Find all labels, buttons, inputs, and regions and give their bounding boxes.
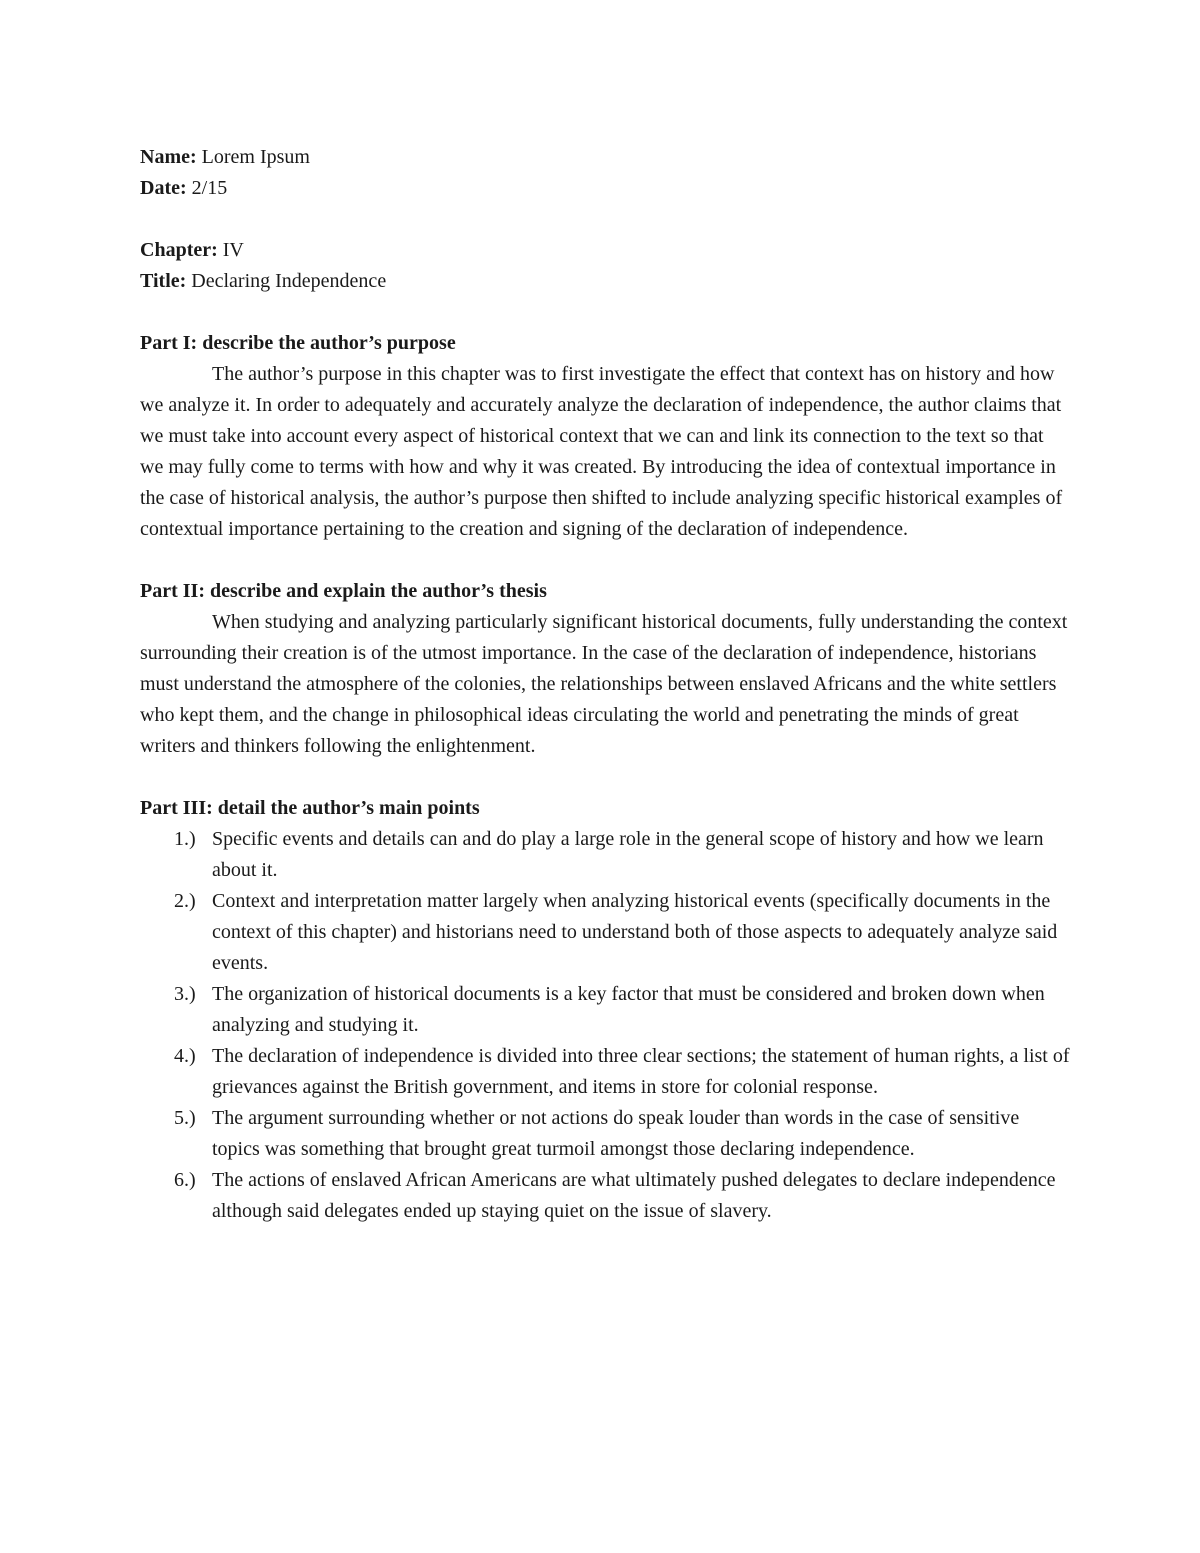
- name-value: Lorem Ipsum: [201, 146, 310, 168]
- part2-heading: Part II: describe and explain the author’s thesis: [140, 580, 547, 602]
- date-value: 2/15: [191, 177, 228, 199]
- part1-body: The author’s purpose in this chapter was to first investigate the effect that context has on history and how we analyze it. In order to adequately and accurately analyze the declaration of independence, the author claims that we must take into account every aspect of historical context that we can and link its connection to the text so that we may fully come to terms with how and why it was created. By introducing the idea of contextual importance in the case of historical analysis, the author’s purpose then shifted to include analyzing specific historical examples of contextual importance pertaining to the creation and signing of the declaration of independence.: [140, 363, 1063, 540]
- part3-heading: Part III: detail the author’s main points: [140, 797, 480, 819]
- list-item-number: 6.): [174, 1169, 196, 1191]
- list-item-text: Context and interpretation matter largely when analyzing historical events (specifically documents in the context of this chapter) and historians need to understand both of those aspects to adequately analyze said events.: [212, 890, 1058, 974]
- title-value: Declaring Independence: [191, 270, 387, 292]
- document-page: [140, 142, 1070, 1227]
- part2-body: When studying and analyzing particularly significant historical documents, fully understanding the context surrounding their creation is of the utmost importance. In the case of the declaration of independence, historians must understand the atmosphere of the colonies, the relationships between enslaved Africans and the white settlers who kept them, and the change in philosophical ideas circulating the world and penetrating the minds of great writers and thinkers following the enlightenment.: [140, 611, 1068, 757]
- list-item-number: 4.): [174, 1045, 196, 1067]
- name-line: [140, 142, 1070, 173]
- title-line: [140, 266, 1070, 297]
- spacer: [140, 297, 1070, 328]
- list-item-text: The argument surrounding whether or not actions do speak louder than words in the case of sensitive topics was something that brought great turmoil amongst those declaring independence.: [212, 1107, 1020, 1160]
- list-item: [140, 886, 1070, 979]
- list-item-text: The actions of enslaved African Americans are what ultimately pushed delegates to declare independence although said delegates ended up staying quiet on the issue of slavery.: [212, 1169, 1056, 1222]
- date-line: [140, 173, 1070, 204]
- main-points-list: [140, 824, 1070, 1227]
- chapter-line: [140, 235, 1070, 266]
- list-item-text: The organization of historical documents is a key factor that must be considered and broken down when analyzing and studying it.: [212, 983, 1045, 1036]
- name-label: Name:: [140, 146, 197, 168]
- spacer: [140, 762, 1070, 793]
- spacer: [140, 545, 1070, 576]
- chapter-value: IV: [222, 239, 244, 261]
- title-label: Title:: [140, 270, 187, 292]
- list-item: [140, 1103, 1070, 1165]
- list-item-number: 5.): [174, 1107, 196, 1129]
- list-item-text: The declaration of independence is divided into three clear sections; the statement of human rights, a list of grievances against the British government, and items in store for colonial response.: [212, 1045, 1070, 1098]
- spacer: [140, 204, 1070, 235]
- list-item-text: Specific events and details can and do play a large role in the general scope of history and how we learn about it.: [212, 828, 1044, 881]
- date-label: Date:: [140, 177, 187, 199]
- list-item: [140, 824, 1070, 886]
- list-item: [140, 979, 1070, 1041]
- list-item: [140, 1041, 1070, 1103]
- list-item-number: 3.): [174, 983, 196, 1005]
- part1-heading: Part I: describe the author’s purpose: [140, 332, 456, 354]
- list-item: [140, 1165, 1070, 1227]
- list-item-number: 2.): [174, 890, 196, 912]
- list-item-number: 1.): [174, 828, 196, 850]
- chapter-label: Chapter:: [140, 239, 218, 261]
